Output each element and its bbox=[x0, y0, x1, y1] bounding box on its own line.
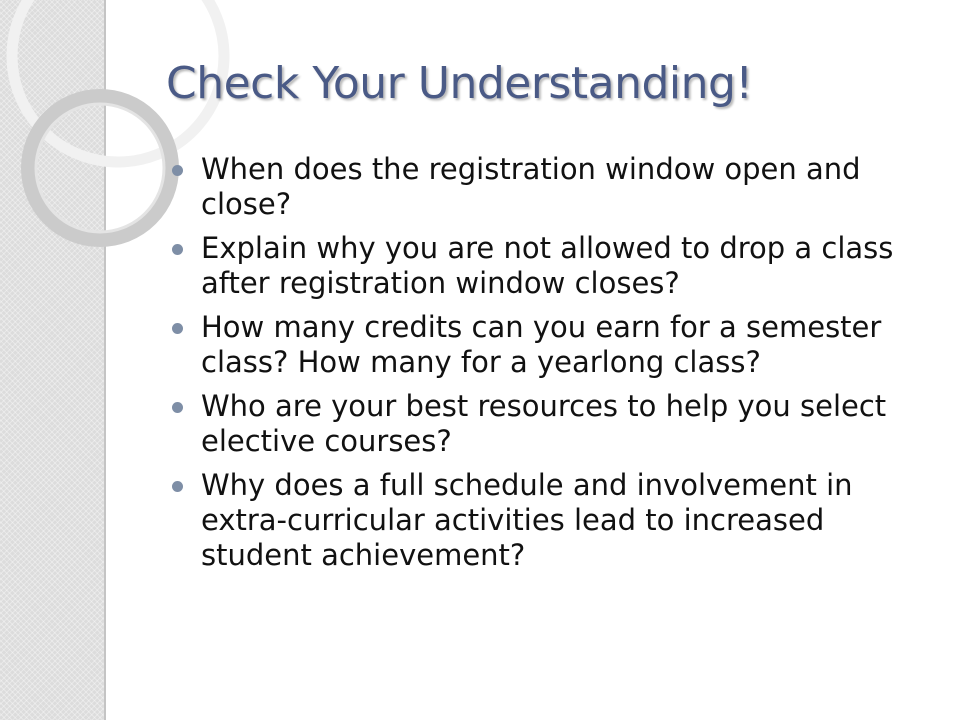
list-item bbox=[170, 152, 910, 222]
bullet-marker-icon bbox=[172, 402, 183, 413]
bullet-marker-icon bbox=[172, 165, 183, 176]
bullet-list bbox=[170, 152, 910, 582]
bullet-text: How many credits can you earn for a semester class? How many for a yearlong class? bbox=[201, 310, 882, 379]
list-item bbox=[170, 310, 910, 380]
bullet-text: Who are your best resources to help you select elective courses? bbox=[201, 389, 887, 458]
list-item bbox=[170, 231, 910, 301]
slide-title: Check Your Understanding! bbox=[166, 58, 753, 109]
bullet-marker-icon bbox=[172, 323, 183, 334]
left-decorative-panel bbox=[0, 0, 106, 720]
bullet-text: Explain why you are not allowed to drop a class after registration window closes? bbox=[201, 231, 894, 300]
list-item bbox=[170, 468, 910, 573]
bullet-marker-icon bbox=[172, 244, 183, 255]
bullet-text: When does the registration window open and close? bbox=[201, 152, 861, 221]
list-item bbox=[170, 389, 910, 459]
bullet-marker-icon bbox=[172, 481, 183, 492]
bullet-text: Why does a full schedule and involvement in extra-curricular activities lead to increased student achievement? bbox=[201, 468, 853, 572]
